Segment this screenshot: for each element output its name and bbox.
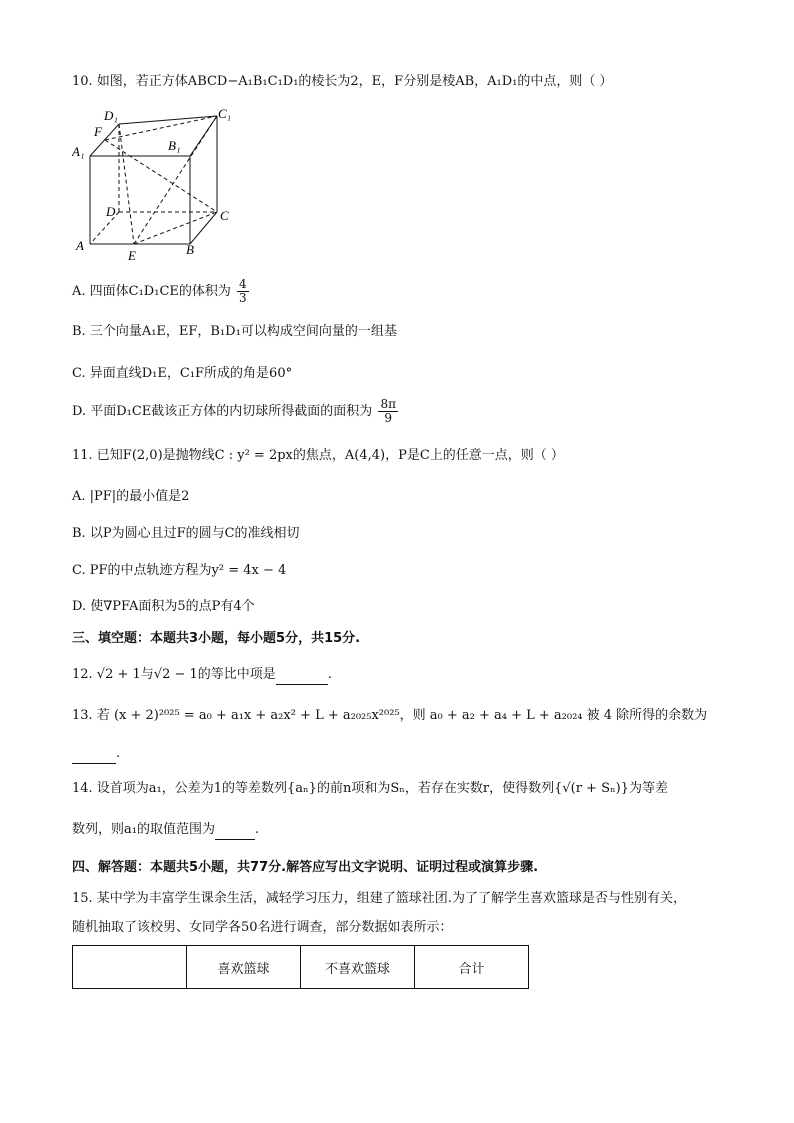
label-A1: A₁ [72, 144, 85, 159]
table-cell-blank [73, 946, 187, 989]
q13-line-2 [72, 744, 120, 764]
section-3-heading: 三、填空题：本题共3小题，每小题5分，共15分. [72, 631, 361, 646]
q11-option-d: D. 使∇PFA面积为5的点P有4个 [72, 599, 255, 614]
fraction-8pi-9 [378, 398, 398, 425]
q10-option-b: B. 三个向量A₁E，EF，B₁D₁可以构成空间向量的一组基 [72, 324, 397, 339]
q12 [72, 665, 332, 685]
period: . [254, 822, 260, 837]
q10-option-d [72, 398, 400, 425]
q11-option-c: C. PF的中点轨迹方程为y² = 4x − 4 [72, 563, 287, 578]
fraction-4-3 [237, 278, 249, 305]
q11-option-a: A. |PF|的最小值是2 [72, 489, 190, 504]
q10-option-c: C. 异面直线D₁E，C₁F所成的角是60° [72, 366, 293, 381]
q14-line-1: 14. 设首项为a₁，公差为1的等差数列{aₙ}的前n项和为Sₙ，若存在实数r，使得数列{√(r + Sₙ)}为等差 [72, 781, 668, 796]
q13-line-1: 13. 若 (x + 2)²⁰²⁵ = a₀ + a₁x + a₂x² + L + a₂₀₂₅x²⁰²⁵，则 a₀ + a₂ + a₄ + L + a₂₀₂₄ 被 4 除所得的余数为 [72, 708, 708, 723]
basketball-survey-table [72, 945, 529, 989]
answer-blank [215, 825, 255, 840]
fraction-denominator: 3 [239, 291, 247, 305]
q15-line-1: 15. 某中学为丰富学生课余生活，减轻学习压力，组建了篮球社团.为了了解学生喜欢篮球是否与性别有关， [72, 891, 686, 906]
label-C: C [220, 208, 229, 223]
answer-blank [72, 749, 116, 764]
q14-line-2 [72, 820, 259, 840]
table-cell-total: 合计 [415, 946, 529, 989]
label-B1: B₁ [168, 138, 181, 153]
cube-figure [72, 104, 242, 264]
q14-line-2-text: 数列，则a₁的取值范围为 [72, 822, 215, 837]
fraction-numerator: 8π [380, 397, 396, 411]
answer-blank [276, 670, 328, 685]
label-F: F [94, 124, 102, 139]
table-header-row [73, 946, 529, 989]
q10-option-d-text: D. 平面D₁CE截该正方体的内切球所得截面的面积为 [72, 404, 373, 419]
label-C1: C₁ [218, 106, 232, 121]
q12-text: 12. √2 + 1与√2 − 1的等比中项是 [72, 667, 276, 682]
q15-line-2: 随机抽取了该校男、女同学各50名进行调查，部分数据如表所示： [72, 920, 453, 935]
label-D: D [106, 204, 116, 219]
label-E: E [128, 248, 136, 263]
fraction-denominator: 9 [384, 411, 393, 425]
period: . [327, 667, 332, 682]
table-cell-dislike: 不喜欢篮球 [301, 946, 415, 989]
label-D1: D₁ [104, 108, 118, 123]
q11-option-b: B. 以P为圆心且过F的圆与C的准线相切 [72, 526, 300, 541]
q10-option-a [72, 278, 251, 305]
q10-option-a-text: A. 四面体C₁D₁CE的体积为 [72, 284, 231, 299]
label-A: A [76, 238, 84, 253]
q10-stem: 10. 如图，若正方体ABCD−A₁B₁C₁D₁的棱长为2，E，F分别是棱AB，A₁D₁的中点，则（ ） [72, 74, 613, 89]
section-4-heading: 四、解答题：本题共5小题，共77分.解答应写出文字说明、证明过程或演算步骤. [72, 860, 539, 875]
fraction-numerator: 4 [239, 277, 247, 291]
period: . [116, 746, 121, 761]
q11-stem: 11. 已知F(2,0)是抛物线C : y² = 2px的焦点，A(4,4)，P是C上的任意一点，则（ ） [72, 448, 564, 463]
label-B: B [186, 242, 194, 257]
table-cell-like: 喜欢篮球 [187, 946, 301, 989]
